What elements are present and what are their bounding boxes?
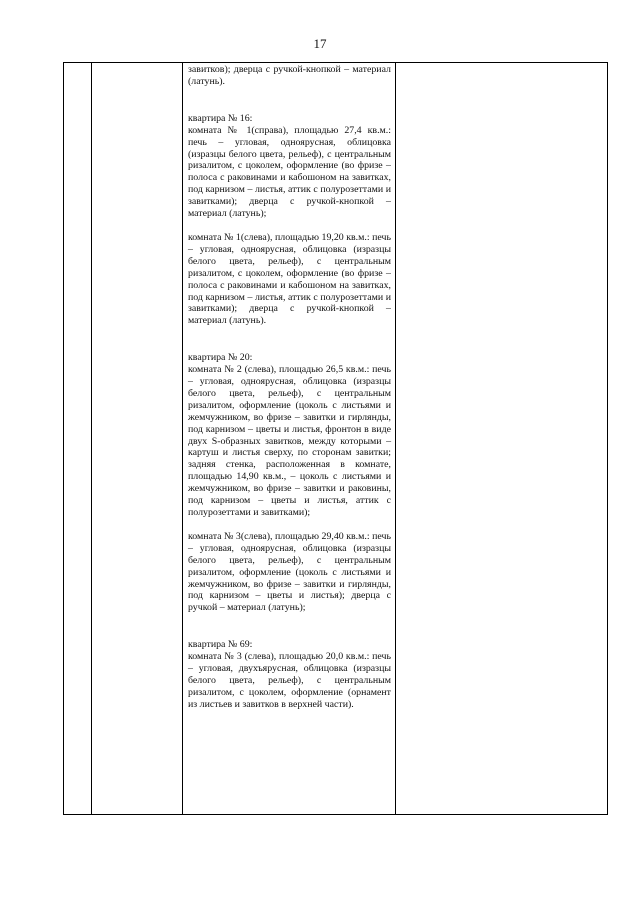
- description-text: [183, 63, 395, 711]
- description-paragraph: комната № 2 (слева), площадью 26,5 кв.м.: печь – угловая, одноярусная, облицовка (изразцы белого цвета, рельеф), с центральным ризалитом, оформление (цоколь с листьями и жемчужником, во фризе – завитки и гирлянды, под карнизом – цветы и листья, фронтон в виде двух S-образных завитков, между которыми – картуш и листья сверху, по сторонам завитки; задняя стенка, расположенная в комнате, площадью 14,90 кв.м., – цоколь с листьями и жемчужником, во фризе – завитки и раковины, под карнизом – цветы и листья, аттик с полурозеттами и завитками);: [188, 364, 391, 518]
- description-paragraph: комната № 1(слева), площадью 19,20 кв.м.: печь – угловая, одноярусная, облицовка (изразцы белого цвета, рельеф), с центральным ризалитом, с цоколем, оформление (во фризе – полоса с раковинами и кабошоном на завитках, под карнизом – листья, аттик с полурозеттами и завитками); дверца с ручкой-кнопкой – материал (латунь).: [188, 231, 391, 327]
- description-paragraph: квартира № 69:: [188, 639, 253, 651]
- description-paragraph: квартира № 16:: [188, 112, 253, 124]
- paragraph-spacer: [188, 519, 391, 531]
- paragraph-spacer: [188, 327, 391, 352]
- paragraph-spacer: [188, 614, 391, 639]
- table-row: [64, 63, 608, 815]
- paragraph-spacer: [188, 220, 391, 232]
- description-paragraph: квартира № 20:: [188, 352, 253, 364]
- number-cell: [64, 63, 92, 815]
- name-cell: [92, 63, 183, 815]
- notes-cell: [396, 63, 608, 815]
- paragraph-spacer: [188, 88, 391, 113]
- description-paragraph: комната № 3(слева), площадью 29,40 кв.м.: печь – угловая, одноярусная, облицовка (изразцы белого цвета, рельеф), с центральным ризалитом, оформление (цоколь с листьями и жемчужником, во фризе – завитки и гирлянды, под карнизом – цветы и листья); дверца с ручкой – материал (латунь);: [188, 530, 391, 614]
- description-paragraph: комната № 1(справа), площадью 27,4 кв.м.: печь – угловая, одноярусная, облицовка (изразцы белого цвета, рельеф), с центральным ризалитом, с цоколем, оформление (во фризе – полоса с раковинами и кабошоном на завитках, под карнизом – листья, аттик с полурозеттами и завитками); дверца с ручкой-кнопкой – материал (латунь);: [188, 124, 391, 220]
- page-number: 17: [313, 36, 327, 51]
- description-cell: [183, 63, 396, 815]
- object-table: [63, 62, 608, 815]
- description-paragraph: завитков); дверца с ручкой-кнопкой – материал (латунь).: [188, 64, 391, 87]
- description-paragraph: комната № 3 (слева), площадью 20,0 кв.м.: печь – угловая, двухъярусная, облицовка (изразцы белого цвета, рельеф), с центральным ризалитом, с цоколем, оформление (орнамент из листьев и завитков в верхней части).: [188, 651, 391, 710]
